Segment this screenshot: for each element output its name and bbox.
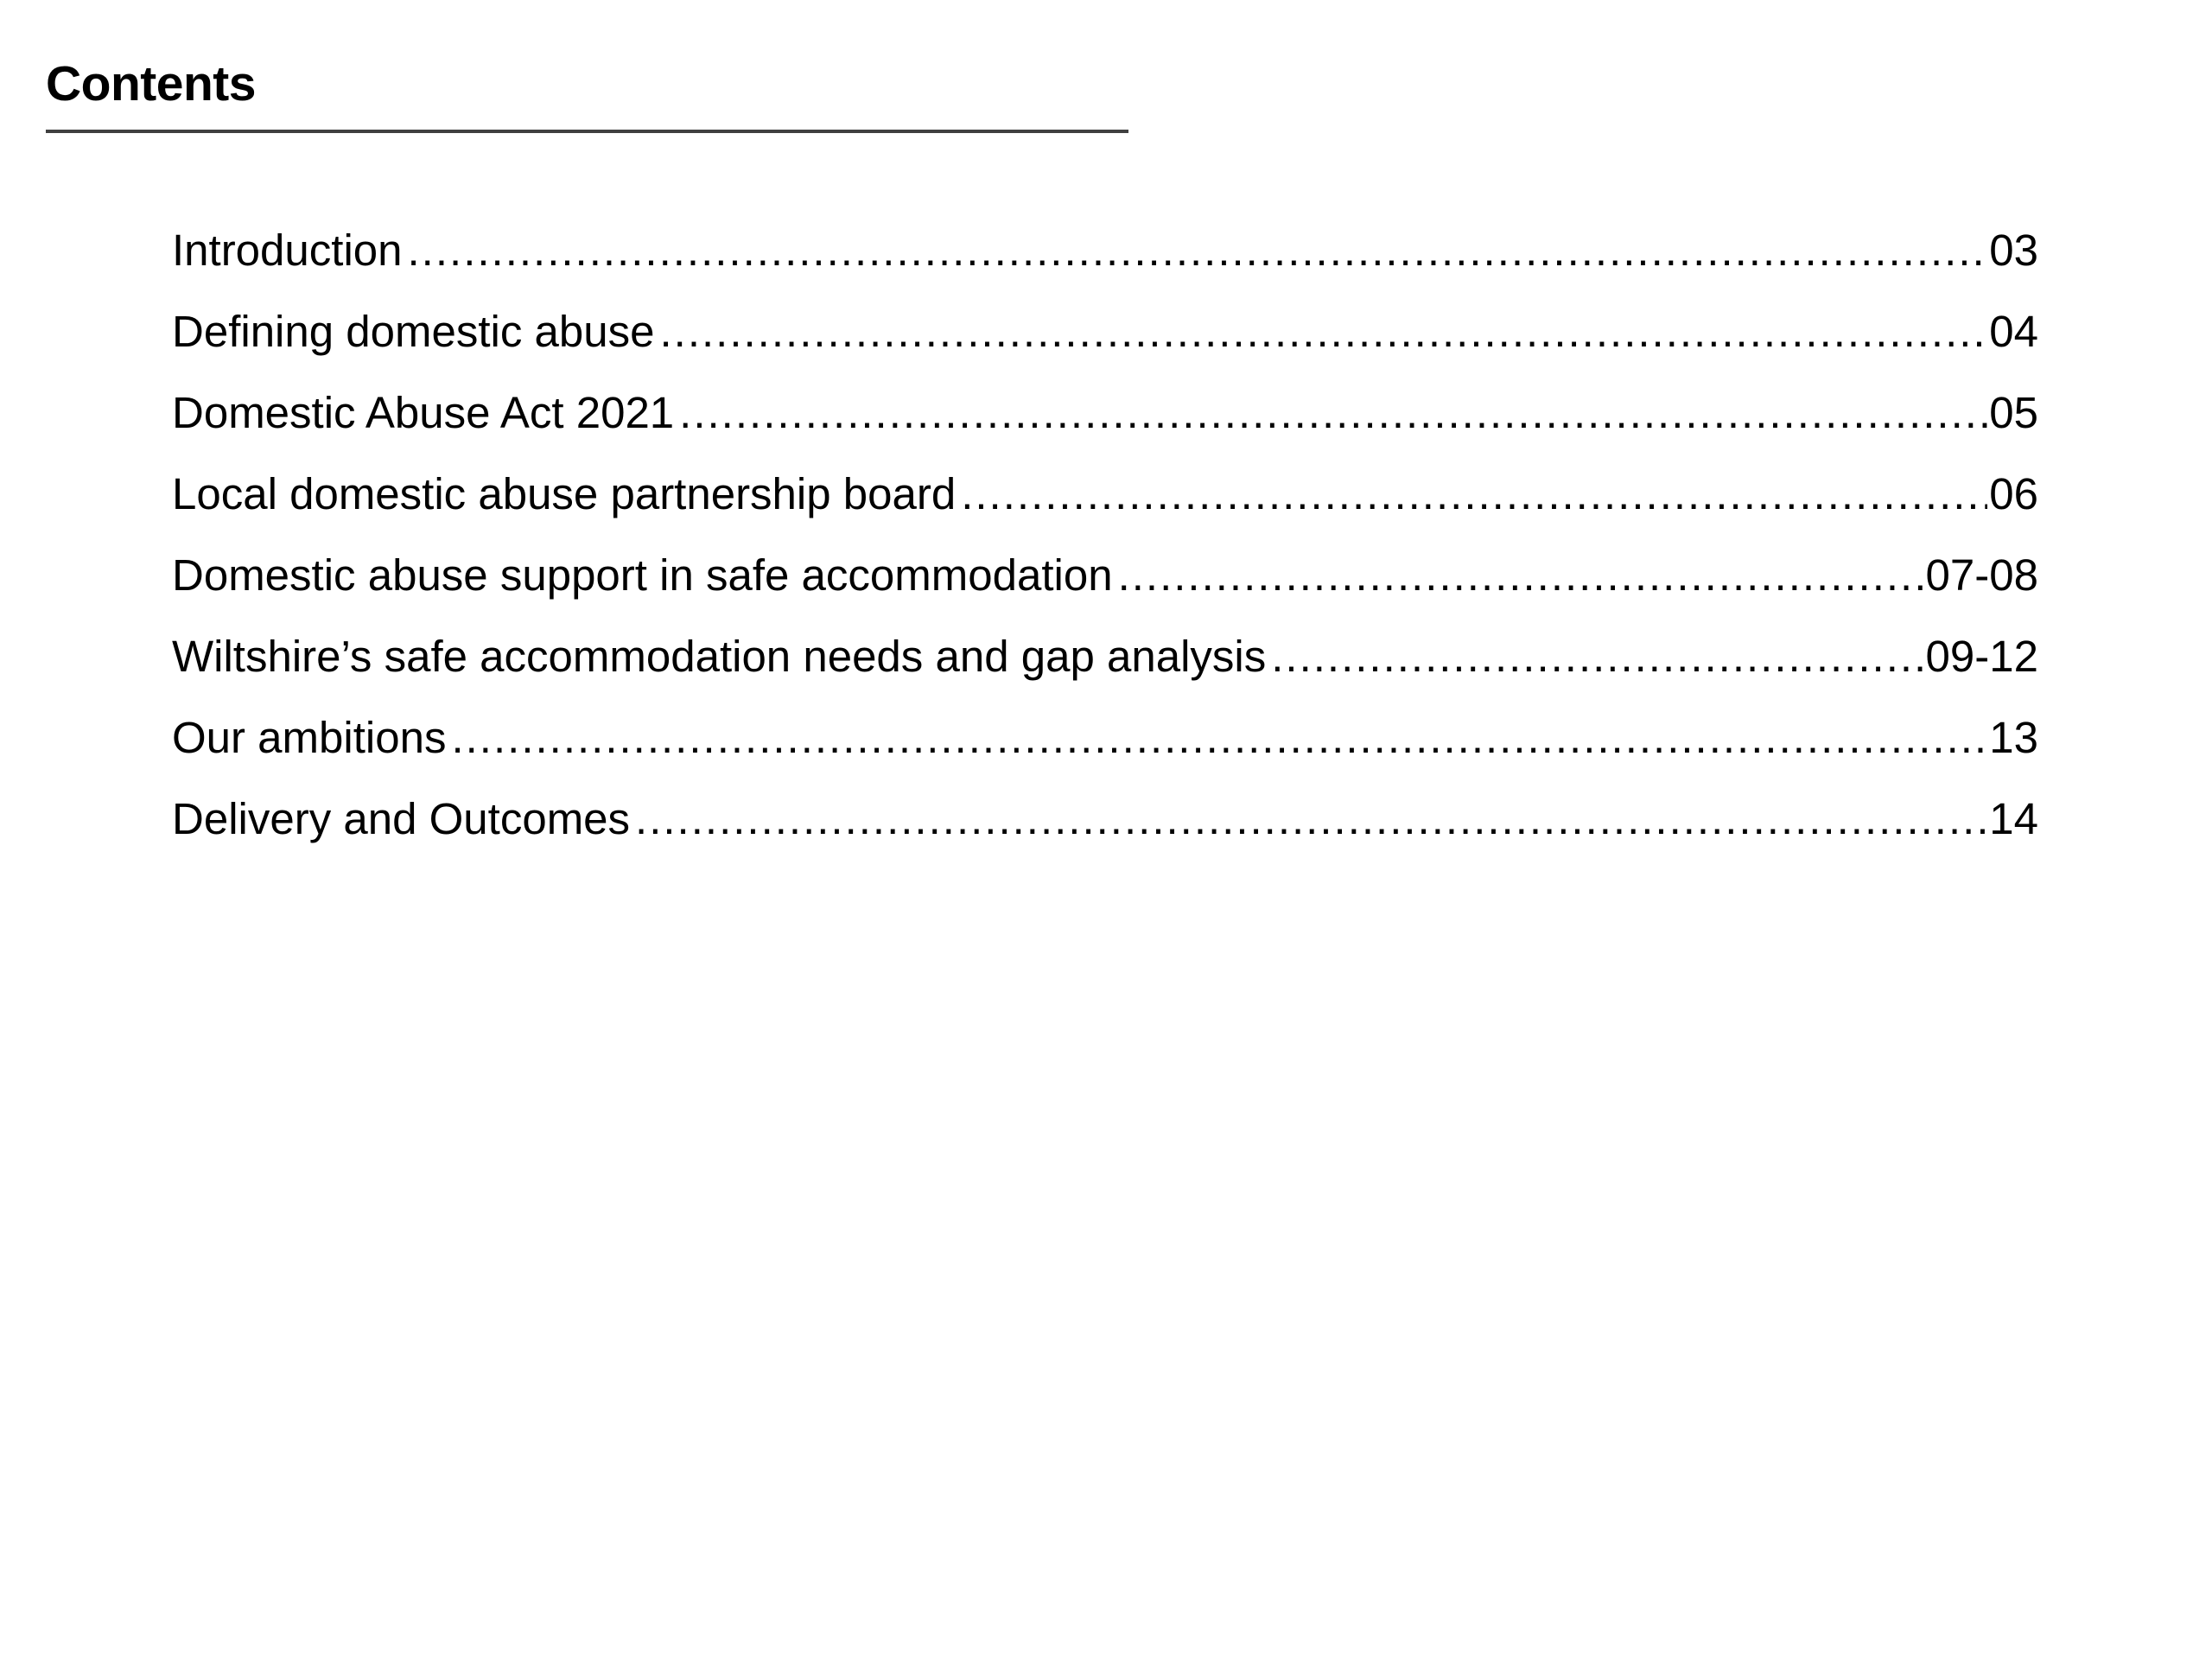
dot-leader xyxy=(1118,545,1924,606)
toc-entry-page: 13 xyxy=(1989,713,2038,762)
toc-entry-domestic-abuse-act[interactable] xyxy=(172,383,2038,464)
toc-entry-introduction[interactable] xyxy=(172,220,2038,302)
toc-entry-title: Local domestic abuse partnership board xyxy=(172,469,957,518)
heading-underline xyxy=(46,130,1128,133)
dot-leader xyxy=(660,302,1988,362)
toc-entry-needs-gap-analysis[interactable] xyxy=(172,626,2038,708)
contents-heading: Contents xyxy=(46,56,256,111)
toc-entry-safe-accommodation-support[interactable] xyxy=(172,545,2038,626)
toc-entry-title: Our ambitions xyxy=(172,713,447,762)
toc-entry-partnership-board[interactable] xyxy=(172,464,2038,545)
toc-entry-page: 04 xyxy=(1989,307,2038,356)
toc-entry-title: Domestic abuse support in safe accommodation xyxy=(172,550,1113,600)
dot-leader xyxy=(408,220,1988,281)
toc-entry-title: Delivery and Outcomes xyxy=(172,794,631,843)
toc-entry-page: 05 xyxy=(1989,388,2038,437)
toc-entry-page: 03 xyxy=(1989,226,2038,275)
toc-entry-title: Domestic Abuse Act 2021 xyxy=(172,388,675,437)
toc-entry-page: 14 xyxy=(1989,794,2038,843)
dot-leader xyxy=(679,383,1987,443)
toc-entry-defining-domestic-abuse[interactable] xyxy=(172,302,2038,383)
dot-leader xyxy=(451,708,1987,768)
dot-leader xyxy=(635,789,1987,849)
dot-leader xyxy=(1271,626,1923,687)
toc-entry-delivery-outcomes[interactable] xyxy=(172,789,2038,870)
toc-entry-title: Wiltshire’s safe accommodation needs and gap analysis xyxy=(172,632,1267,681)
table-of-contents xyxy=(172,220,2038,870)
toc-entry-page: 06 xyxy=(1989,469,2038,518)
toc-entry-title: Introduction xyxy=(172,226,403,275)
toc-entry-our-ambitions[interactable] xyxy=(172,708,2038,789)
toc-entry-page: 07-08 xyxy=(1925,550,2038,600)
toc-entry-page: 09-12 xyxy=(1925,632,2038,681)
dot-leader xyxy=(961,464,1987,524)
toc-entry-title: Defining domestic abuse xyxy=(172,307,655,356)
